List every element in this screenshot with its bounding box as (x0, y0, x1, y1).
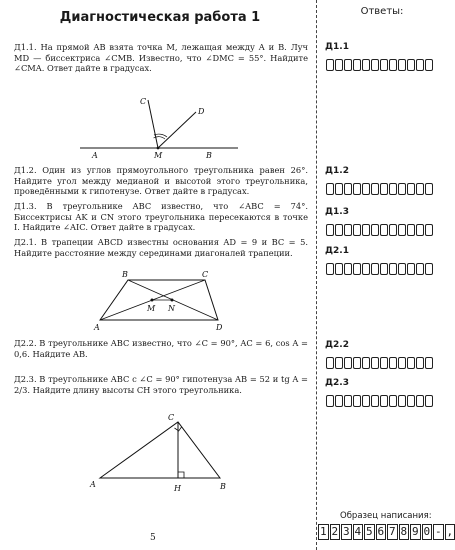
answer-cell[interactable] (362, 395, 370, 407)
answer-field-d2-2[interactable] (326, 357, 433, 369)
task-d2-2: Д2.2. В треугольнике ABC известно, что ∠C = 90°, AC = 6, cos A = 0,6. Найдите AB. (14, 338, 308, 359)
answer-cell[interactable] (380, 59, 388, 71)
answer-cell[interactable] (389, 357, 397, 369)
sample-cell: 6 (377, 525, 385, 538)
answer-cell[interactable] (416, 59, 424, 71)
sample-cell: - (434, 525, 442, 538)
fig1-label-b: B (206, 151, 212, 160)
task-d1-1: Д1.1. На прямой AB взята точка M, лежащая между A и B. Луч MD — биссектриса ∠CMB. Известно, что ∠DMC = 55°. Найдите ∠CMA. Ответ дайте в градусах. (14, 42, 308, 74)
answer-cell[interactable] (371, 263, 379, 275)
answer-field-d2-1[interactable] (326, 263, 433, 275)
answer-cell[interactable] (380, 395, 388, 407)
answer-cell[interactable] (362, 59, 370, 71)
answer-cell[interactable] (416, 183, 424, 195)
answer-cell[interactable] (335, 183, 343, 195)
answer-label-d2-1: Д2.1 (325, 246, 349, 256)
answer-cell[interactable] (398, 183, 406, 195)
answer-cell[interactable] (371, 357, 379, 369)
answer-cell[interactable] (353, 357, 361, 369)
answers-header: Ответы: (360, 6, 404, 17)
fig3-label-h: H (174, 484, 181, 493)
answer-cell[interactable] (425, 395, 433, 407)
answer-cell[interactable] (344, 263, 352, 275)
sample-cell: 5 (365, 525, 373, 538)
answer-label-d2-2: Д2.2 (325, 340, 349, 350)
answer-cell[interactable] (371, 59, 379, 71)
page-title: Диагностическая работа 1 (59, 10, 261, 25)
answer-label-d1-2: Д1.2 (325, 166, 349, 176)
answer-cell[interactable] (407, 59, 415, 71)
answer-cell[interactable] (326, 395, 334, 407)
answer-cell[interactable] (353, 395, 361, 407)
answer-cell[interactable] (344, 59, 352, 71)
sample-cell: 3 (342, 525, 350, 538)
answer-cell[interactable] (425, 263, 433, 275)
task-d1-3: Д1.3. В треугольнике ABC известно, что ∠ABC = 74°. Биссектрисы AK и CN этого треугольника пересекаются в точке I. Найдите ∠AIC. Ответ дайте в градусах. (14, 201, 308, 233)
answer-cell[interactable] (425, 183, 433, 195)
answer-cell[interactable] (425, 59, 433, 71)
answer-cell[interactable] (335, 59, 343, 71)
answer-cell[interactable] (389, 183, 397, 195)
answer-cell[interactable] (344, 395, 352, 407)
answer-cell[interactable] (407, 395, 415, 407)
answer-label-d1-3: Д1.3 (325, 207, 349, 217)
answer-field-d1-3[interactable] (326, 224, 433, 236)
answer-cell[interactable] (326, 183, 334, 195)
answer-cell[interactable] (398, 59, 406, 71)
answer-cell[interactable] (398, 395, 406, 407)
fig1-label-c: C (140, 97, 147, 106)
answer-cell[interactable] (407, 224, 415, 236)
answer-cell[interactable] (380, 224, 388, 236)
answer-field-d2-3[interactable] (326, 395, 433, 407)
answer-label-d2-3: Д2.3 (325, 378, 349, 388)
fig3-label-a: A (90, 480, 96, 489)
answer-cell[interactable] (380, 263, 388, 275)
answer-cell[interactable] (416, 263, 424, 275)
sample-characters (318, 524, 455, 540)
answer-cell[interactable] (416, 395, 424, 407)
answer-cell[interactable] (344, 357, 352, 369)
page-number: 5 (150, 533, 156, 543)
answer-cell[interactable] (425, 357, 433, 369)
answer-cell[interactable] (326, 263, 334, 275)
answer-cell[interactable] (326, 59, 334, 71)
answer-cell[interactable] (416, 357, 424, 369)
answer-cell[interactable] (326, 224, 334, 236)
task-d2-1: Д2.1. В трапеции ABCD известны основания AD = 9 и BC = 5. Найдите расстояние между серединами диагоналей трапеции. (14, 237, 308, 258)
answer-cell[interactable] (362, 183, 370, 195)
answer-cell[interactable] (407, 357, 415, 369)
answer-label-d1-1: Д1.1 (325, 42, 349, 52)
answer-cell[interactable] (344, 224, 352, 236)
answer-cell[interactable] (371, 183, 379, 195)
sample-cell: 0 (423, 525, 431, 538)
sample-cell: , (446, 525, 454, 538)
fig2-label-d: D (216, 323, 223, 332)
answer-cell[interactable] (362, 357, 370, 369)
answer-cell[interactable] (362, 263, 370, 275)
answer-cell[interactable] (389, 59, 397, 71)
fig1-label-d: D (198, 107, 205, 116)
answer-cell[interactable] (425, 224, 433, 236)
answer-cell[interactable] (371, 224, 379, 236)
fig1-label-m: M (154, 151, 163, 160)
answer-cell[interactable] (353, 183, 361, 195)
answer-cell[interactable] (398, 357, 406, 369)
answer-cell[interactable] (326, 357, 334, 369)
answer-cell[interactable] (398, 263, 406, 275)
answer-cell[interactable] (371, 395, 379, 407)
answer-cell[interactable] (353, 59, 361, 71)
fig2-label-c: C (202, 270, 209, 279)
answer-cell[interactable] (380, 183, 388, 195)
answer-field-d1-2[interactable] (326, 183, 433, 195)
answer-cell[interactable] (353, 263, 361, 275)
answer-cell[interactable] (380, 357, 388, 369)
sample-cell: 2 (331, 525, 339, 538)
answer-cell[interactable] (335, 395, 343, 407)
fig3-label-c: C (168, 413, 175, 422)
answer-cell[interactable] (389, 263, 397, 275)
answer-cell[interactable] (407, 263, 415, 275)
fig2-label-b: B (122, 270, 128, 279)
sample-cell: 1 (319, 525, 327, 538)
answer-cell[interactable] (335, 224, 343, 236)
task-d1-2: Д1.2. Один из углов прямоугольного треугольника равен 26°. Найдите угол между медианой и высотой этого треугольника, проведёнными к гипотенузе. Ответ дайте в градусах. (14, 165, 308, 197)
answer-cell[interactable] (335, 357, 343, 369)
answer-cell[interactable] (389, 395, 397, 407)
answer-cell[interactable] (335, 263, 343, 275)
sample-cell: 4 (354, 525, 362, 538)
sample-cell: 8 (400, 525, 408, 538)
answer-cell[interactable] (416, 224, 424, 236)
answer-cell[interactable] (353, 224, 361, 236)
fig2-label-m: M (147, 304, 156, 313)
task-d2-3: Д2.3. В треугольнике ABC с ∠C = 90° гипотенуза AB = 52 и tg A = 2/3. Найдите длину высоты CH этого треугольника. (14, 374, 308, 395)
fig3-label-b: B (220, 482, 226, 491)
answer-cell[interactable] (362, 224, 370, 236)
sample-cell: 9 (411, 525, 419, 538)
answer-cell[interactable] (344, 183, 352, 195)
answer-cell[interactable] (389, 224, 397, 236)
fig1-label-a: A (92, 151, 98, 160)
answer-field-d1-1[interactable] (326, 59, 433, 71)
sample-label: Образец написания: (340, 511, 432, 521)
sample-cell: 7 (388, 525, 396, 538)
fig2-label-a: A (94, 323, 100, 332)
answer-cell[interactable] (398, 224, 406, 236)
fig2-label-n: N (168, 304, 175, 313)
answer-cell[interactable] (407, 183, 415, 195)
